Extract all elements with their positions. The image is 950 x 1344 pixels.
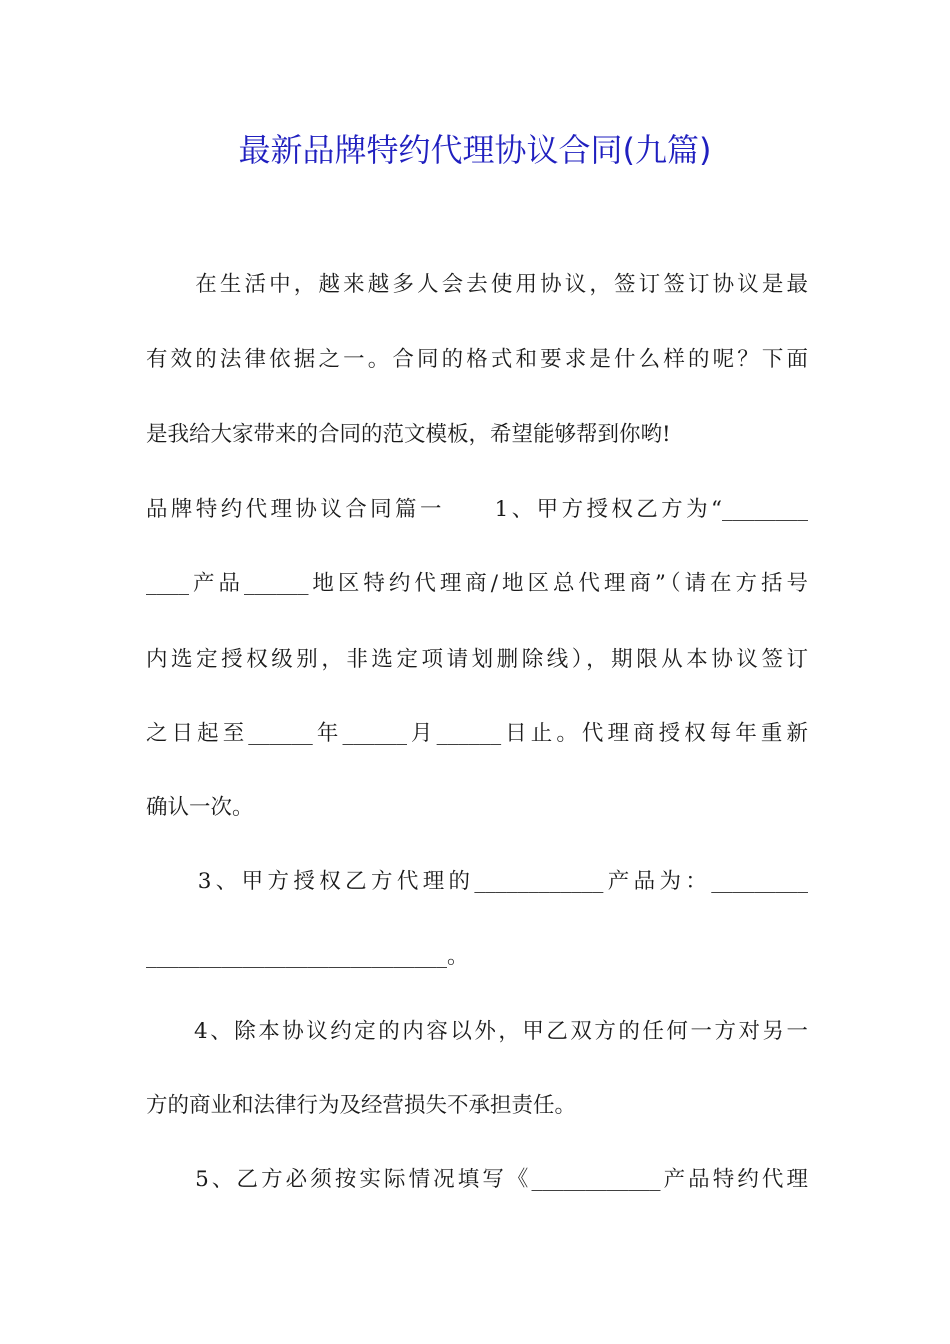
paragraph-line: 5、乙方必须按实际情况填写《____________产品特约代理 xyxy=(146,1167,808,1192)
document-title: 最新品牌特约代理协议合同(九篇) xyxy=(238,131,712,169)
paragraph-line: 方的商业和法律行为及经营损失不承担责任。 xyxy=(146,1093,577,1118)
paragraph-line: 确认一次。 xyxy=(146,795,254,820)
paragraph-line: 内选定授权级别，非选定项请划删除线），期限从本协议签订 xyxy=(146,647,808,672)
paragraph-line: 在生活中，越来越多人会去使用协议，签订签订协议是最 xyxy=(146,272,808,297)
paragraph-line: 品牌特约代理协议合同篇一 1、甲方授权乙方为“________ xyxy=(146,497,808,522)
paragraph-line: 之日起至______年______月______日止。代理商授权每年重新 xyxy=(146,721,808,746)
paragraph-line: 有效的法律依据之一。合同的格式和要求是什么样的呢？下面 xyxy=(146,347,808,372)
paragraph-line: 4、除本协议约定的内容以外，甲乙双方的任何一方对另一 xyxy=(146,1019,808,1044)
paragraph-line: ____产品______地区特约代理商/地区总代理商”（请在方括号 xyxy=(146,571,808,596)
paragraph-line: ____________________________。 xyxy=(146,944,469,969)
paragraph-line: 是我给大家带来的合同的范文模板，希望能够帮到你哟! xyxy=(146,422,671,447)
paragraph-line: 3、甲方授权乙方代理的____________产品为：_________ xyxy=(146,869,808,894)
